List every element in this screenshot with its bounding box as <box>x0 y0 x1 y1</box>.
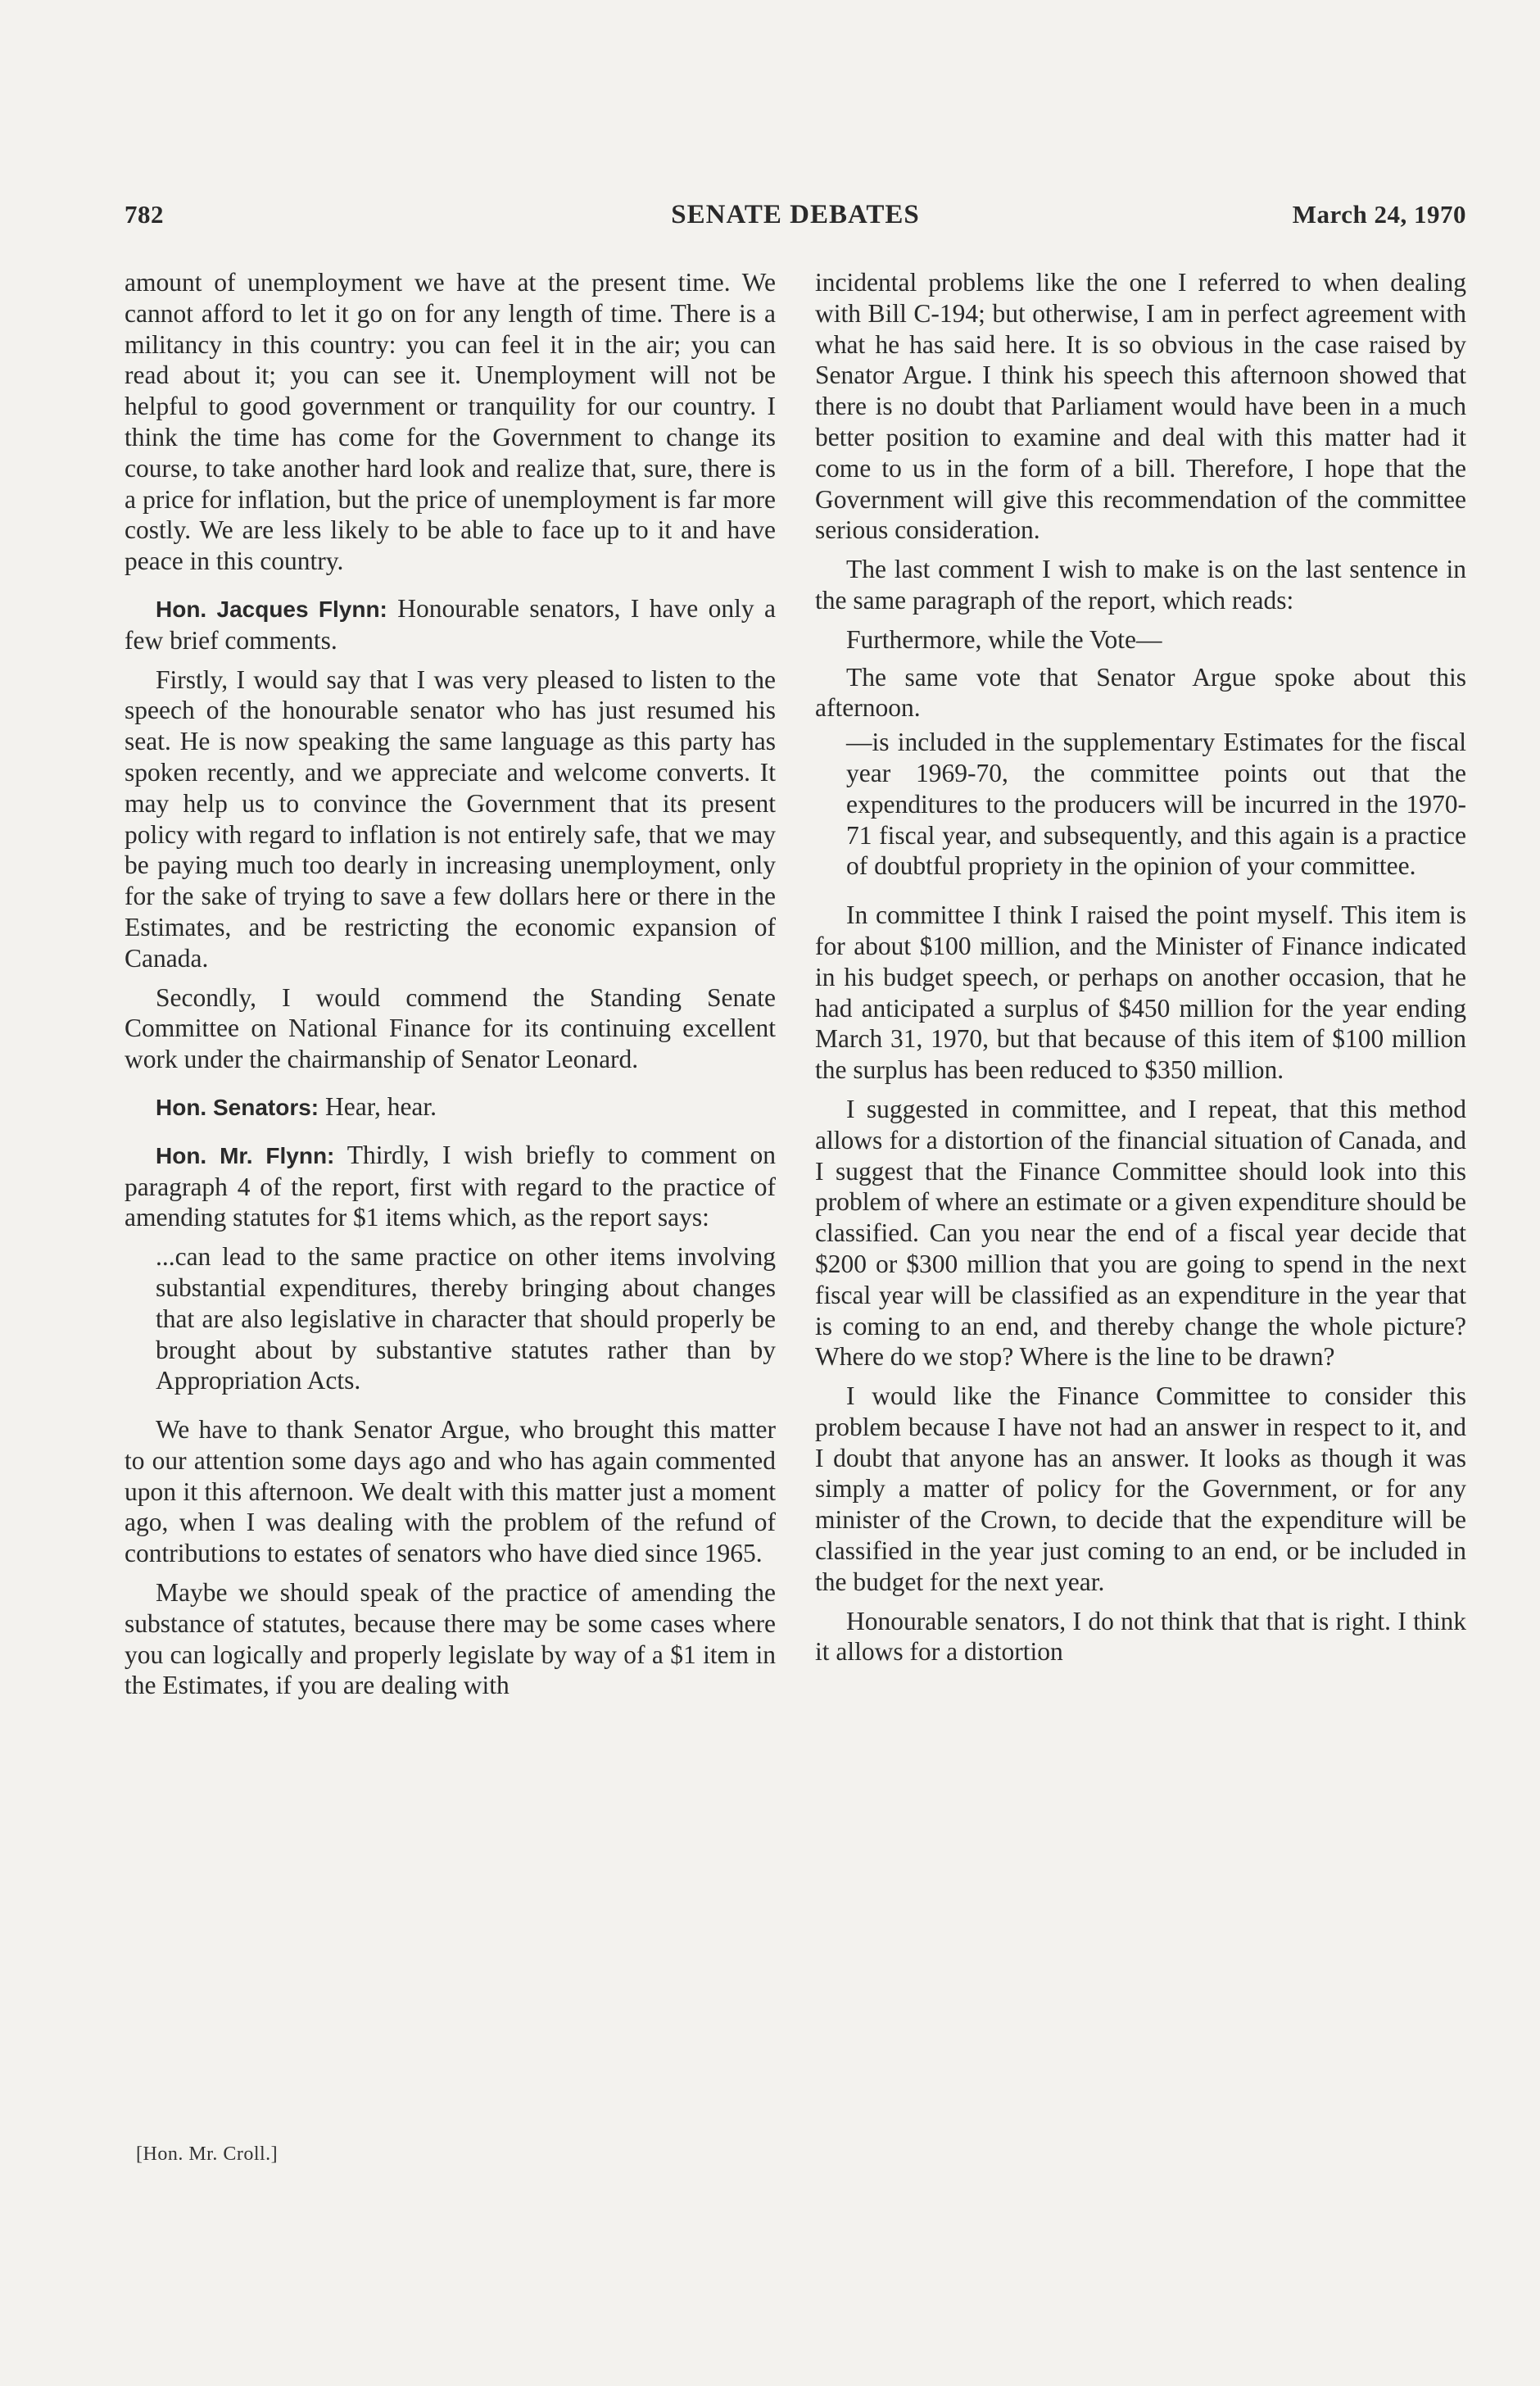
block-quote: ...can lead to the same practice on other items involving substantial expenditures, thereby bringing about changes that are also legislative in character that should properly be brought about by substantive statutes rather than by Appropriation Acts. <box>156 1242 776 1395</box>
publication-title: SENATE DEBATES <box>671 200 920 229</box>
paragraph <box>125 593 776 656</box>
right-column <box>815 267 1466 1676</box>
speaker-name: Hon. Mr. Flynn: <box>156 1142 335 1168</box>
speech-text: Hear, hear. <box>319 1091 437 1121</box>
speech-text: Thirdly, I wish briefly to comment on paragraph 4 of the report, first with regard to the practice of amending statutes for $1 items which, as the report says: <box>125 1140 776 1232</box>
paragraph: Firstly, I would say that I was very pleased to listen to the speech of the honourable senator who has just resumed his seat. He is now speaking the same language as this party has spoken recently, and we appreciate and welcome converts. It may help us to convince the Government that its present policy with regard to inflation is not entirely safe, that we may be paying much too dearly in increasing unemployment, only for the sake of trying to save a few dollars here or there in the Estimates, and be restricting the economic expansion of Canada. <box>125 665 776 973</box>
speaker-name: Hon. Senators: <box>156 1094 319 1120</box>
paragraph <box>125 1091 776 1123</box>
page-header <box>125 200 1466 236</box>
paragraph: I would like the Finance Committee to consider this problem because I have not had an answer in respect to it, and I doubt that anyone has an answer. It looks as though it was simply a matter of policy for the Government, or for any minister of the Crown, to decide that the expenditure will be classified in the year just coming to an end, or be included in the budget for the next year. <box>815 1381 1466 1596</box>
page-number: 782 <box>125 200 164 229</box>
speaker-name: Hon. Jacques Flynn: <box>156 596 387 622</box>
speech-text: Honourable senators, I have only a few brief comments. <box>125 593 776 655</box>
paragraph <box>125 1140 776 1233</box>
speaker-reference-note: [Hon. Mr. Croll.] <box>136 2143 279 2165</box>
paragraph: The same vote that Senator Argue spoke about this afternoon. <box>815 662 1466 723</box>
paragraph: We have to thank Senator Argue, who brought this matter to our attention some days ago and who has again commented upon it this afternoon. We dealt with this matter just a moment ago, when I was dealing with the problem of the refund of contributions to estates of senators who have died since 1965. <box>125 1415 776 1568</box>
issue-date: March 24, 1970 <box>1292 200 1466 229</box>
left-column <box>125 267 776 1709</box>
paragraph: In committee I think I raised the point myself. This item is for about $100 million, and the Minister of Finance indicated in his budget speech, or perhaps on another occasion, that he had anticipated a surplus of $450 million for the year ending March 31, 1970, but that because of this item of $100 million the surplus has been reduced to $350 million. <box>815 900 1466 1085</box>
block-quote: —is included in the supplementary Estimates for the fiscal year 1969-70, the committee points out that the expenditures to the producers will be incurred in the 1970-71 fiscal year, and subsequently, and this again is a practice of doubtful propriety in the opinion of your committee. <box>846 728 1466 881</box>
paragraph: The last comment I wish to make is on the last sentence in the same paragraph of the report, which reads: <box>815 555 1466 615</box>
paragraph: Secondly, I would commend the Standing Senate Committee on National Finance for its continuing excellent work under the chairmanship of Senator Leonard. <box>125 982 776 1074</box>
block-quote: Furthermore, while the Vote— <box>846 624 1162 654</box>
paragraph: I suggested in committee, and I repeat, that this method allows for a distortion of the financial situation of Canada, and I suggest that the Finance Committee should look into this problem of where an estimate or a given expenditure should be classified. Can you near the end of a fiscal year decide that $200 or $300 million that you are going to spend in the next fiscal year will be classified as an expenditure in the year that is coming to an end, and thereby change the whole picture? Where do we stop? Where is the line to be drawn? <box>815 1094 1466 1372</box>
paragraph: Maybe we should speak of the practice of amending the substance of statutes, because there may be some cases where you can logically and properly legislate by way of a $1 item in the Estimates, if you are dealing with <box>125 1578 776 1700</box>
paragraph: Honourable senators, I do not think that that is right. I think it allows for a distortion <box>815 1606 1466 1667</box>
paragraph: amount of unemployment we have at the present time. We cannot afford to let it go on for any length of time. There is a militancy in this country: you can feel it in the air; you can read about it; you can see it. Unemployment will not be helpful to good government or tranquility for our country. I think the time has come for the Government to change its course, to take another hard look and realize that, sure, there is a price for inflation, but the price of unemployment is far more costly. We are less likely to be able to face up to it and have peace in this country. <box>125 268 776 576</box>
paragraph: incidental problems like the one I referred to when dealing with Bill C-194; but otherwise, I am in perfect agreement with what he has said here. It is so obvious in the case raised by Senator Argue. I think his speech this afternoon showed that there is no doubt that Parliament would have been in a much better position to examine and deal with this matter had it come to us in the form of a bill. Therefore, I hope that the Government will give this recommendation of the committee serious consideration. <box>815 268 1466 545</box>
